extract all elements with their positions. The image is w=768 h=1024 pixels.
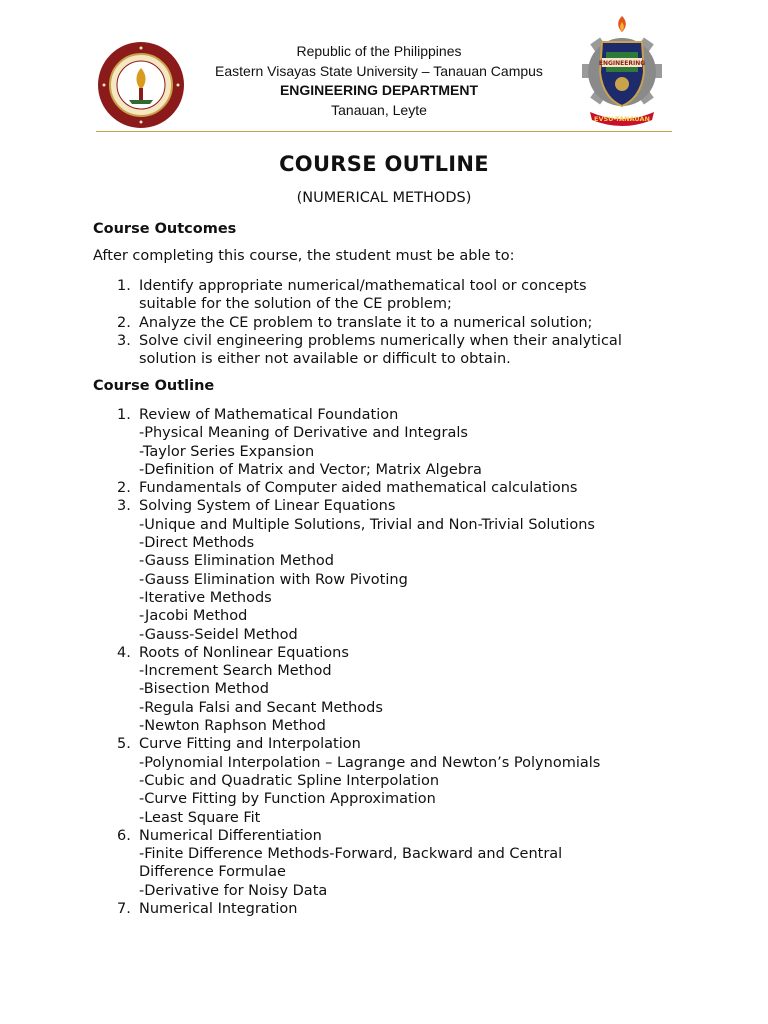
letterhead-text: [186, 42, 572, 120]
location-line: Tanauan, Leyte: [331, 101, 427, 118]
outline-item-subline: -Bisection Method: [139, 681, 269, 698]
university-seal-icon: [96, 40, 186, 130]
outline-item: [93, 735, 653, 826]
logo-ribbon-label: EVSU-TANAUAN: [594, 115, 650, 123]
outcome-item-number: 3.: [117, 332, 131, 349]
outcome-item-subline: suitable for the solution of the CE problem;: [139, 296, 452, 313]
outline-item: [93, 900, 653, 918]
outline-item-text: Numerical Differentiation: [139, 827, 322, 844]
outline-item-text: Numerical Integration: [139, 901, 298, 918]
outline-item: [93, 497, 653, 643]
outline-list: [93, 406, 653, 918]
outcome-item: [93, 332, 653, 369]
outcome-item-number: 1.: [117, 278, 131, 294]
department-line: ENGINEERING DEPARTMENT: [279, 82, 479, 98]
outcome-item-text: Solve civil engineering problems numerically when their analytical: [139, 332, 622, 349]
outline-item-subline: -Definition of Matrix and Vector; Matrix Algebra: [139, 461, 482, 478]
outline-item-subline: -Gauss Elimination with Row Pivoting: [139, 571, 408, 588]
outline-item-text: Roots of Nonlinear Equations: [139, 644, 349, 661]
outline-item-number: 1.: [117, 407, 131, 423]
outcome-item-text: Analyze the CE problem to translate it to a numerical solution;: [139, 314, 593, 331]
outline-item-subline: -Physical Meaning of Derivative and Integrals: [139, 425, 468, 442]
outline-item: [93, 827, 653, 900]
outline-item-number: 2.: [117, 480, 131, 497]
outline-item-subline: -Cubic and Quadratic Spline Interpolation: [139, 772, 440, 789]
outcomes-intro: After completing this course, the student must be able to:: [93, 248, 515, 264]
letterhead-divider: [96, 131, 672, 132]
outline-item-number: 6.: [117, 827, 131, 844]
outcomes-list: [93, 277, 653, 368]
outline-item: [93, 479, 653, 497]
outline-item-number: 5.: [117, 736, 131, 753]
letterhead: [96, 12, 672, 132]
outline-item-subline: -Taylor Series Expansion: [139, 443, 315, 460]
outline-item-subline: -Newton Raphson Method: [139, 718, 326, 735]
outcome-item: [93, 277, 653, 314]
outline-heading: Course Outline: [93, 378, 215, 394]
outline-item-subline: -Regula Falsi and Secant Methods: [139, 699, 383, 716]
outline-item-text: Review of Mathematical Foundation: [139, 407, 399, 423]
engineering-gear-logo-icon: [572, 12, 672, 130]
outline-item-subline: -Curve Fitting by Function Approximation: [139, 791, 436, 808]
outline-item-subline: -Unique and Multiple Solutions, Trivial and Non-Trivial Solutions: [139, 516, 595, 533]
outline-item-subline: -Derivative for Noisy Data: [139, 882, 328, 899]
outline-item-subline: -Jacobi Method: [139, 608, 248, 625]
outline-item-subline: -Finite Difference Methods-Forward, Backward and Central: [139, 846, 563, 863]
outline-item-subline: -Increment Search Method: [139, 663, 332, 680]
outline-item: [93, 406, 653, 479]
outline-item-text: Curve Fitting and Interpolation: [139, 736, 361, 753]
outline-item-number: 7.: [117, 901, 131, 918]
outline-item-subline: -Least Square Fit: [139, 809, 261, 826]
page-title: COURSE OUTLINE: [279, 152, 489, 176]
outline-item-subline: -Polynomial Interpolation – Lagrange and Newton’s Polynomials: [139, 754, 601, 771]
outline-item: [93, 644, 653, 735]
outline-item-number: 4.: [117, 644, 131, 661]
outcome-item: [93, 314, 653, 332]
page-subtitle: (NUMERICAL METHODS): [296, 190, 472, 206]
outline-item-number: 3.: [117, 498, 131, 515]
outline-item-text: Fundamentals of Computer aided mathematical calculations: [139, 480, 578, 497]
outline-item-subline: -Gauss Elimination Method: [139, 553, 335, 570]
outcome-item-subline: solution is either not available or difficult to obtain.: [139, 351, 511, 368]
republic-line: Republic of the Philippines: [296, 43, 462, 59]
logo-engineering-label: ENGINEERING: [598, 60, 646, 67]
outline-item-subline: -Iterative Methods: [139, 589, 272, 606]
university-line: Eastern Visayas State University – Tanauan Campus: [215, 62, 543, 79]
outline-item-text: Solving System of Linear Equations: [139, 498, 396, 515]
outcome-item-number: 2.: [117, 314, 131, 331]
outcome-item-text: Identify appropriate numerical/mathematical tool or concepts: [139, 278, 587, 294]
outline-item-subline: -Gauss-Seidel Method: [139, 626, 298, 643]
outline-item-subline: -Direct Methods: [139, 535, 255, 552]
outline-item-subline: Difference Formulae: [139, 864, 286, 881]
outcomes-heading: Course Outcomes: [93, 221, 237, 237]
